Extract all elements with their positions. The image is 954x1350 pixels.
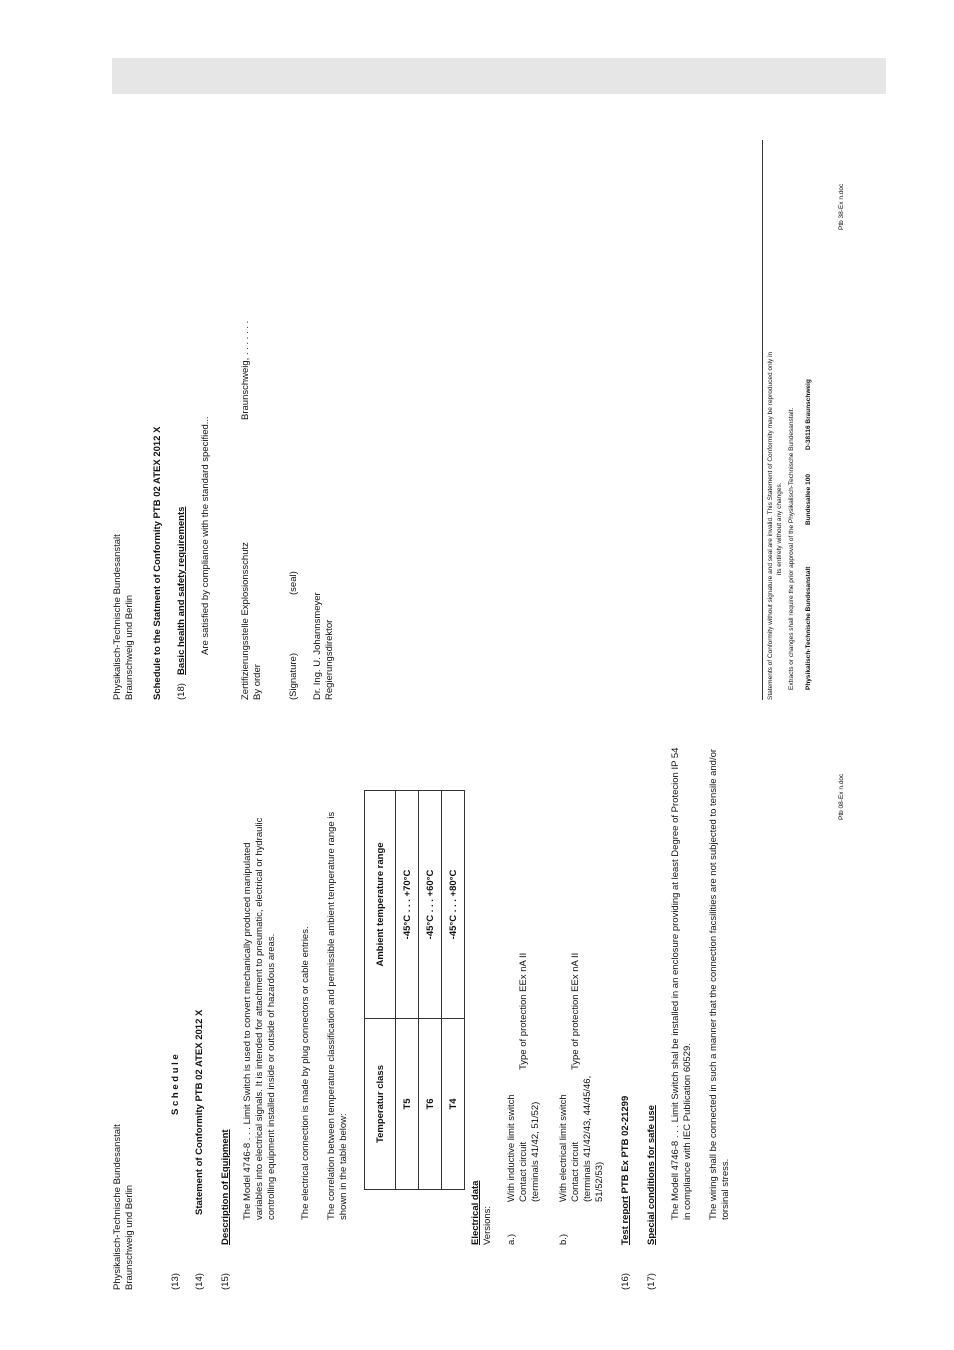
schedule-heading: S c h e d u l e bbox=[170, 1054, 181, 1115]
temperature-class-cell: T4 bbox=[442, 1019, 465, 1190]
institution-location: Braunschweig und Berlin bbox=[124, 1184, 135, 1290]
footer-city: D-38116 Braunschweig bbox=[805, 379, 812, 450]
ambient-range-cell: -45°C . . . +80°C bbox=[442, 791, 465, 1019]
version-a-line-3: (terminals 41/42, 51/52) bbox=[530, 1101, 541, 1202]
footer-entirety-note: its entirety without any changes. bbox=[776, 482, 783, 575]
version-b-line-4: 51/52/53) bbox=[594, 1161, 605, 1202]
institution-location: Braunschweig und Berlin bbox=[124, 594, 135, 700]
version-a-label: a.) bbox=[506, 1233, 517, 1245]
table-header-row bbox=[365, 791, 396, 1190]
place-date: Braunschweig, . . . . . . . bbox=[240, 320, 251, 420]
temperature-class-cell: T5 bbox=[396, 1019, 419, 1190]
electrical-data-heading: Electrical data bbox=[470, 1180, 481, 1245]
temperature-table bbox=[364, 790, 465, 1190]
right-doc-code: Ptb 38-Ex n.doc bbox=[838, 183, 845, 230]
description-paragraph-2: The electrical connection is made by plug connectors or cable entries. bbox=[300, 926, 311, 1220]
footer-validity-note: Statements of Conformity without signature and seal are invalid. This Statement of Conformity may be reproduced only in bbox=[767, 351, 774, 700]
description-paragraph-3: The correlation between temperature classification and permissible ambient temperature range is shown in the table below: bbox=[326, 811, 349, 1220]
description-paragraph-1: The Model 4746-8 . . . Limit Switch is used to convert mechanically produced manipulated variables into electrical signals. It is intended for attachment to pneumatic, electrical or hydraulic controlling equipment installed inside or outside of hazardous areas. bbox=[242, 817, 277, 1220]
left-doc-code: Ptb 08-Ex n.doc bbox=[838, 773, 845, 820]
version-b-line-2: Contact circuit bbox=[570, 1141, 581, 1202]
signer-name: Dr. Ing. U. Johannsmeyer bbox=[312, 592, 323, 700]
section-17-number: (17) bbox=[646, 1273, 657, 1290]
section-15-number: (15) bbox=[220, 1273, 231, 1290]
test-report-line bbox=[620, 1096, 632, 1245]
basic-requirements-text: Are satisfied by compliance with the standard specified... bbox=[200, 416, 211, 655]
versions-label: Versions: bbox=[482, 1205, 493, 1245]
version-b-label: b.) bbox=[558, 1233, 569, 1245]
section-16-number: (16) bbox=[620, 1273, 631, 1290]
table-row bbox=[396, 791, 419, 1190]
test-report-label: Test report bbox=[620, 1196, 631, 1245]
rotated-document-spread bbox=[112, 140, 872, 1290]
description-heading: Description of Equipment bbox=[220, 1129, 231, 1245]
table-row bbox=[442, 791, 465, 1190]
version-a-line-1: With inductive limit switch bbox=[506, 1094, 517, 1202]
basic-requirements-heading: Basic health and safety requirements bbox=[176, 506, 187, 675]
ambient-range-cell: -45°C . . . +70°C bbox=[396, 791, 419, 1019]
column-header-temperature-class: Temperatur class bbox=[365, 1019, 396, 1190]
top-gray-band bbox=[112, 58, 886, 94]
section-13-number: (13) bbox=[170, 1273, 181, 1290]
section-14-number: (14) bbox=[194, 1273, 205, 1290]
left-page bbox=[112, 730, 872, 1290]
version-b-line-1: With electrical limit switch bbox=[558, 1094, 569, 1202]
temperature-class-cell: T6 bbox=[419, 1019, 442, 1190]
institution-name: Physikalisch-Technische Bundesanstalt bbox=[112, 534, 123, 700]
column-header-ambient-range: Ambient temperature range bbox=[365, 791, 396, 1019]
version-a-line-2: Contact circuit bbox=[518, 1141, 529, 1202]
special-conditions-paragraph-2: The wiring shall be connected in such a manner that the connection facsilities are not subjected to tensile and/or torsinal stress. bbox=[708, 748, 731, 1220]
signer-title: Regierungsdirektor bbox=[324, 619, 335, 700]
signature-placeholder: (Signature) bbox=[288, 653, 299, 700]
footer-organization: Physikalisch-Technische Bundesanstalt bbox=[805, 566, 812, 690]
table-row bbox=[419, 791, 442, 1190]
certification-body: Zertifizierungsstelle Explosionsschutz bbox=[240, 542, 251, 700]
section-18-number: (18) bbox=[176, 683, 187, 700]
seal-placeholder: (seal) bbox=[288, 571, 299, 595]
right-page bbox=[112, 140, 872, 700]
special-conditions-heading: Special conditions for safe use bbox=[646, 1105, 657, 1245]
version-a-protection: Type of protection EEx nA II bbox=[518, 952, 529, 1070]
ambient-range-cell: -45°C . . . +60°C bbox=[419, 791, 442, 1019]
special-conditions-paragraph-1: The Modell 4746-8 . . . Limit Switch shal be installed in an enclosure providing at least Degree of Protecion IP 54 in compliance with IEC Publication 60529. bbox=[670, 747, 693, 1220]
footer-street: Bundesallee 100 bbox=[805, 474, 812, 525]
version-b-protection: Type of protection EEx nA II bbox=[570, 952, 581, 1070]
institution-name: Physikalisch-Technische Bundesanstalt bbox=[112, 1124, 123, 1290]
footer-extracts-note: Extracts or changes shall require the prior approval of the Physikalisch-Technische Bundesanstalt. bbox=[788, 407, 795, 690]
footer-rule bbox=[762, 140, 763, 700]
test-report-number: PTB Ex PTB 02-21299 bbox=[620, 1095, 631, 1194]
schedule-title: Schedule to the Statment of Conformity PTB 02 ATEX 2012 X bbox=[152, 426, 163, 700]
by-order: By order bbox=[252, 664, 263, 700]
statement-heading: Statement of Conformity PTB 02 ATEX 2012 X bbox=[194, 1009, 205, 1215]
version-b-line-3: (terminals 41/42/43, 44/45/46, bbox=[582, 1075, 593, 1202]
